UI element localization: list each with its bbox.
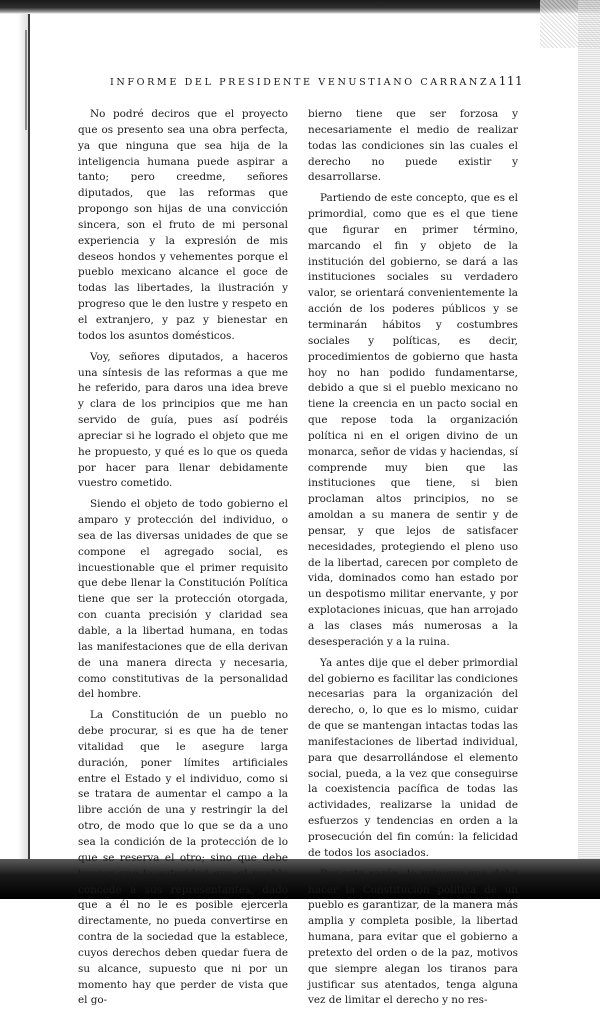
running-header <box>110 74 524 96</box>
scan-shadow-top <box>0 0 600 14</box>
running-head-title: INFORME DEL PRESIDENTE VENUSTIANO CARRANZA <box>110 77 499 88</box>
scan-noise-right <box>578 0 600 899</box>
paragraph: La Constitución de un pueblo no debe procurar, si es que ha de tener vitalidad que le asegure larga duración, poner límites artificiales entre el Estado y el individuo, como si se tratara de aumentar el campo a la libre acción de una y restringir la del otro, de modo que lo que se da a uno sea la condición de la protección de lo que se reserva el otro; sino que debe buscar que la autoridad que el pueblo concede a sus representantes, dado que a él no le es posible ejercerla directamente, no pueda convertirse en contra de la sociedad que la establece, cuyos derechos deben quedar fuera de su alcance, supuesto que ni por un momento hay que perder de vista que el go- <box>78 709 288 1007</box>
paragraph: Partiendo de este concepto, que es el primordial, como que es el que tiene que figurar en primer término, marcando el fin y objeto de la institución del gobierno, se dará a las instituciones sociales su verdadero valor, se orientará convenientemente la acción de los poderes públicos y se terminarán hábitos y costumbres sociales y políticas, es decir, procedimientos de gobierno que hasta hoy no han podido fundamentarse, debido a que si el pueblo mexicano no tiene la creencia en un pacto social en que repose toda la organización política ni en el origen divino de un monarca, señor de vidas y haciendas, sí comprende muy bien que las instituciones que tiene, si bien proclaman altos principios, no se amoldan a su manera de sentir y de pensar, y que lejos de satisfacer necesidades, protegiendo el pleno uso de la libertad, carecen por completo de vida, dominados como han estado por un despotismo militar enervante, y por explotaciones inicuas, que han arrojado a las clases más numerosas a la desesperación y a la ruina. <box>308 192 518 648</box>
scan-shadow-left <box>0 14 30 860</box>
left-column <box>78 107 288 1007</box>
paragraph: No podré deciros que el proyecto que os presento sea una obra perfecta, ya que ninguna que sea hija de la inteligencia humana puede aspirar a tanto; pero creedme, señores diputados, que las reformas que propongo son hijas de una convicción sincera, son el fruto de mi personal experiencia y la expresión de mis deseos hondos y vehementes porque el pueblo mexicano alcance el goce de todas las libertades, la ilustración y progreso que le den lustre y respeto en el extranjero, y paz y bienestar en todos los asuntos domésticos. <box>78 108 288 342</box>
page-number: 111 <box>498 74 524 88</box>
paragraph: Ya antes dije que el deber primordial del gobierno es facilitar las condiciones necesarias para la organización del derecho, o, lo que es lo mismo, cuidar de que se mantengan intactas todas las manifestaciones de libertad individual, para que desarrollándose el elemento social, pueda, a la vez que conseguirse la coexistencia pacífica de todas las actividades, realizarse la unidad de esfuerzos y tendencias en orden a la prosecución del fin común: la felicidad de todos los asociados. <box>308 656 518 859</box>
text-columns <box>78 107 518 1007</box>
book-gutter-line-secondary <box>25 30 27 130</box>
paragraph: Voy, señores diputados, a haceros una síntesis de las reformas a que me he referido, para daros una idea breve y clara de los principios que me han servido de guía, pues así podréis apreciar si he logrado el objeto que me he propuesto, y qué es lo que os queda por hacer para llenar debidamente vuestro cometido. <box>78 350 288 490</box>
paragraph-continued: bierno tiene que ser forzosa y necesariamente el medio de realizar todas las condiciones sin las cuales el derecho no puede existir y desarrollarse. <box>308 108 518 184</box>
paragraph: Por esta razón, lo primero que debe hacer la Constitución política de un pueblo es garantizar, de la manera más amplia y completa posible, la libertad humana, para evitar que el gobierno a pretexto del orden o de la paz, motivos que siempre alegan los tiranos para justificar sus atentados, tenga alguna vez de limitar el derecho y no res- <box>308 867 518 1007</box>
right-column <box>308 107 518 1007</box>
book-gutter-line <box>28 14 30 860</box>
paragraph: Siendo el objeto de todo gobierno el amparo y protección del individuo, o sea de las diversas unidades de que se compone el agregado social, es incuestionable que el primer requisito que debe llenar la Constitución Política tiene que ser la protección otorgada, con cuanta precisión y claridad sea dable, a la libertad humana, en todas las manifestaciones que de ella derivan de una manera directa y necesaria, como constitutivas de la personalidad del hombre. <box>78 498 288 701</box>
